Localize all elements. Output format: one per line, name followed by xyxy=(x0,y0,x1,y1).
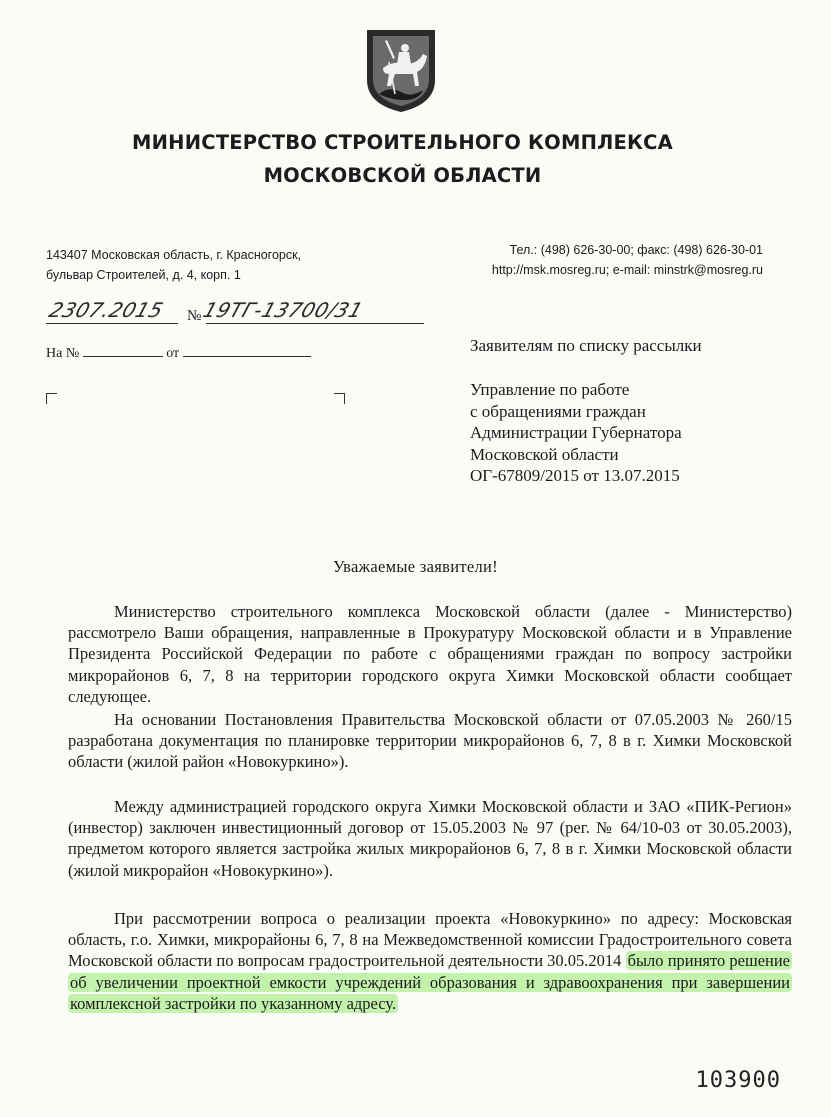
moscow-oblast-coat-of-arms-icon xyxy=(365,28,437,114)
ministry-address xyxy=(46,245,301,285)
reply-to-label: На № xyxy=(46,346,80,361)
reply-from-label: от xyxy=(166,346,180,361)
address-line1: 143407 Московская область, г. Красногорск, xyxy=(46,248,302,262)
recipient-line4: Администрации Губернатора xyxy=(470,423,682,442)
registration-date: 2307.2015 xyxy=(46,298,167,322)
body-paragraph-2 xyxy=(68,709,792,773)
registration-number: 19ТГ-13700/31 xyxy=(200,298,367,322)
ministry-contacts xyxy=(492,240,763,280)
recipient-line3: с обращениями граждан xyxy=(470,401,646,421)
recipient-line2: Управление по работе xyxy=(470,380,630,399)
contact-line2: http://msk.mosreg.ru; e-mail: minstrk@mosreg.ru xyxy=(491,263,763,277)
ministry-name-line2: МОСКОВСКОЙ ОБЛАСТИ xyxy=(263,164,542,187)
ministry-name-line1: МИНИСТЕРСТВО СТРОИТЕЛЬНОГО КОМПЛЕКСА xyxy=(132,131,673,154)
contact-line1: Тел.: (498) 626-30-00; факс: (498) 626-30-01 xyxy=(509,243,763,257)
reply-date-blank xyxy=(183,344,311,357)
recipient-primary: Заявителям по списку рассылки xyxy=(470,336,702,355)
recipient-line6: ОГ-67809/2015 от 13.07.2015 xyxy=(470,466,680,485)
recipient-secondary xyxy=(470,379,682,487)
address-line2: бульвар Строителей, д. 4, корп. 1 xyxy=(46,268,241,282)
date-underline xyxy=(46,323,178,324)
address-corner-left xyxy=(46,393,57,404)
address-corner-right xyxy=(334,393,345,404)
reply-reference-line xyxy=(46,344,311,362)
body-paragraph-1 xyxy=(68,601,792,707)
paragraph-text: Министерство строительного комплекса Московской области (далее - Министерство) рассмотрело Ваши обращения, направленные в Прокуратуру Московской области и в Управление Президента Российской Федерации по работе с обращениями граждан по вопросу застройки микрорайонов 6, 7, 8 на территории городского округа Химки Московской области сообщает следующее. xyxy=(68,602,792,706)
paragraph-text: На основании Постановления Правительства Московской области от 07.05.2003 № 260/15 разработана документация по планировке территории микрорайонов 6, 7, 8 в г. Химки Московской области (жилой район «Новокуркино»). xyxy=(68,710,792,772)
salutation: Уважаемые заявители! xyxy=(333,557,498,576)
paragraph-text xyxy=(68,908,792,1014)
recipient-line5: Московской области xyxy=(470,444,619,464)
paragraph-4-start: При рассмотрении вопроса о реализации проекта «Новокуркино» по адресу: Московская область, г.о. Химки, микрорайоны 6, 7, 8 на Межведомственной комиссии Градостроительного совета Московской области по вопросам градостроительной деятельности 30.05.2014 xyxy=(68,909,792,971)
body-paragraph-3 xyxy=(68,796,792,881)
stamp-number: 103900 xyxy=(695,1068,781,1093)
registration-line xyxy=(46,296,406,330)
paragraph-text: Между администрацией городского округа Химки Московской области и ЗАО «ПИК-Регион» (инвестор) заключен инвестиционный договор от 15.05.2003 № 97 (рег. № 64/10-03 от 30.05.2003), предметом которого является застройка жилых микрорайонов 6, 7, 8 в г. Химки Московской области (жилой микрорайон «Новокуркино»). xyxy=(68,797,792,880)
reply-number-blank xyxy=(83,344,163,357)
number-sign: № xyxy=(187,308,202,324)
number-underline xyxy=(206,323,424,324)
highlighted-decision-text: было принято решение об увеличении проектной емкости учреждений образования и здравоохранения при завершении комплексной застройки по указанному адресу. xyxy=(70,951,791,1013)
body-paragraph-4 xyxy=(68,908,792,1014)
